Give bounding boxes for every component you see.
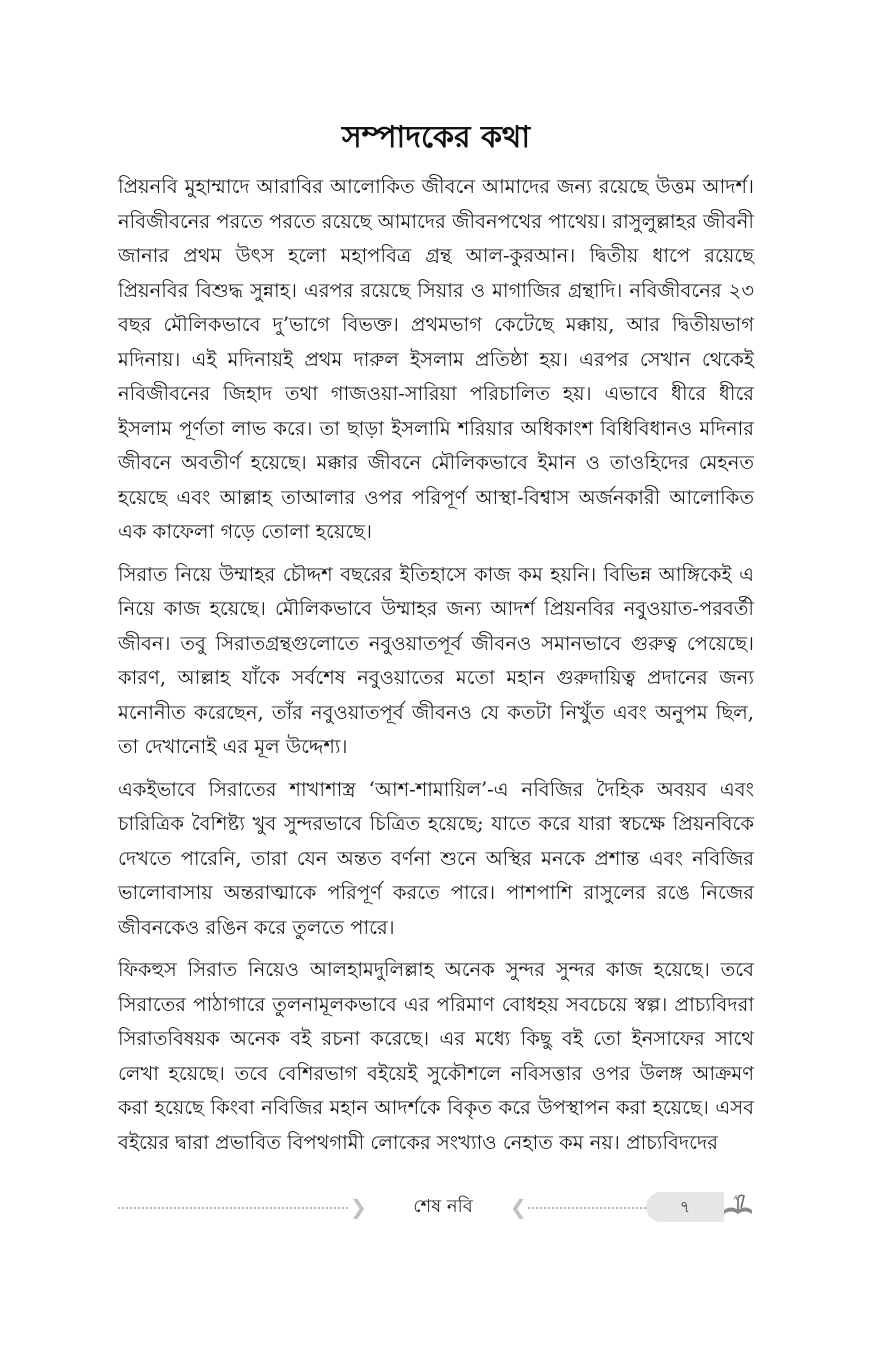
paragraph: সিরাত নিয়ে উম্মাহর চৌদ্দশ বছরের ইতিহাসে কাজ কম হয়নি। বিভিন্ন আঙ্গিকেই এ নিয়ে কাজ হয়েছে। মৌলিকভাবে উম্মাহর জন্য আদর্শ প্রিয়নবির নবুওয়াত-পরবর্তী জীবন। তবু সিরাতগ্রন্থগুলোতে নবুওয়াতপূর্ব জীবনও সমানভাবে গুরুত্ব পেয়েছে। কারণ, আল্লাহ যাঁকে সর্বশেষ নবুওয়াতের মতো মহান গুরুদায়িত্ব প্রদানের জন্য মনোনীত করেছেন, তাঁর নবুওয়াতপূর্ব জীবনও যে কতটা নিখুঁত এবং অনুপম ছিল, তা দেখানোই এর মূল উদ্দেশ্য।	[118, 562, 754, 758]
chevron-right-icon: ❮	[510, 1195, 527, 1219]
paragraph: ফিকহুস সিরাত নিয়েও আলহামদুলিল্লাহ অনেক সুন্দর সুন্দর কাজ হয়েছে। তবে সিরাতের পাঠাগারে তুলনামূলকভাবে এর পরিমাণ বোধহয় সবচেয়ে স্বল্প। প্রাচ্যবিদরা সিরাতবিষয়ক অনেক বই রচনা করেছে। এর মধ্যে কিছু বই তো ইনসাফের সাথে লেখা হয়েছে। তবে বেশিরভাগ বইয়েই সুকৌশলে নবিসত্তার ওপর উলঙ্গ আক্রমণ করা হয়েছে কিংবা নবিজির মহান আদর্শকে বিকৃত করে উপস্থাপন করা হয়েছে। এসব বইয়ের দ্বারা প্রভাবিত বিপথগামী লোকের সংখ্যাও নেহাত কম নয়। প্রাচ্যবিদদের	[118, 958, 754, 1154]
page-footer	[118, 1188, 754, 1228]
footer-book-title: শেষ নবি	[413, 1196, 473, 1217]
page-content	[118, 118, 754, 1168]
paragraph: একইভাবে সিরাতের শাখাশাস্ত্র ‘আশ-শামায়িল’-এ নবিজির দৈহিক অবয়ব এবং চারিত্রিক বৈশিষ্ট্য খুব সুন্দরভাবে চিত্রিত হয়েছে; যাতে করে যারা স্বচক্ষে প্রিয়নবিকে দেখতে পারেনি, তারা যেন অন্তত বর্ণনা শুনে অস্থির মনকে প্রশান্ত এবং নবিজির ভালোবাসায় অন্তরাত্মাকে পরিপূর্ণ করতে পারে। পাশপাশি রাসুলের রঙে নিজের জীবনকেও রঙিন করে তুলতে পারে।	[118, 777, 754, 939]
page-number: ৭	[679, 1197, 691, 1216]
page-title: সম্পাদকের কথা	[341, 120, 531, 155]
page-number-tab	[646, 1192, 724, 1222]
footer-rule-left	[118, 1207, 348, 1209]
chevron-left-icon: ❯	[350, 1195, 367, 1219]
paragraph: প্রিয়নবি মুহাম্মাদে আরাবির আলোকিত জীবনে আমাদের জন্য রয়েছে উত্তম আদর্শ। নবিজীবনের পরতে পরতে রয়েছে আমাদের জীবনপথের পাথেয়। রাসুলুল্লাহর জীবনী জানার প্রথম উৎস হলো মহাপবিত্র গ্রন্থ আল-কুরআন। দ্বিতীয় ধাপে রয়েছে প্রিয়নবির বিশুদ্ধ সুন্নাহ। এরপর রয়েছে সিয়ার ও মাগাজির গ্রন্থাদি। নবিজীবনের ২৩ বছর মৌলিকভাবে দু’ভাগে বিভক্ত। প্রথমভাগ কেটেছে মক্কায়, আর দ্বিতীয়ভাগ মদিনায়। এই মদিনায়ই প্রথম দারুল ইসলাম প্রতিষ্ঠা হয়। এরপর সেখান থেকেই নবিজীবনের জিহাদ তথা গাজওয়া-সারিয়া পরিচালিত হয়। এভাবে ধীরে ধীরে ইসলাম পূর্ণতা লাভ করে। তা ছাড়া ইসলামি শরিয়ার অধিকাংশ বিধিবিধানও মদিনার জীবনে অবতীর্ণ হয়েছে। মক্কার জীবনে মৌলিকভাবে ইমান ও তাওহিদের মেহনত হয়েছে এবং আল্লাহ তাআলার ওপর পরিপূর্ণ আস্থা-বিশ্বাস অর্জনকারী আলোকিত এক কাফেলা গড়ে তোলা হয়েছে।	[118, 175, 754, 543]
open-book-icon	[722, 1190, 754, 1220]
